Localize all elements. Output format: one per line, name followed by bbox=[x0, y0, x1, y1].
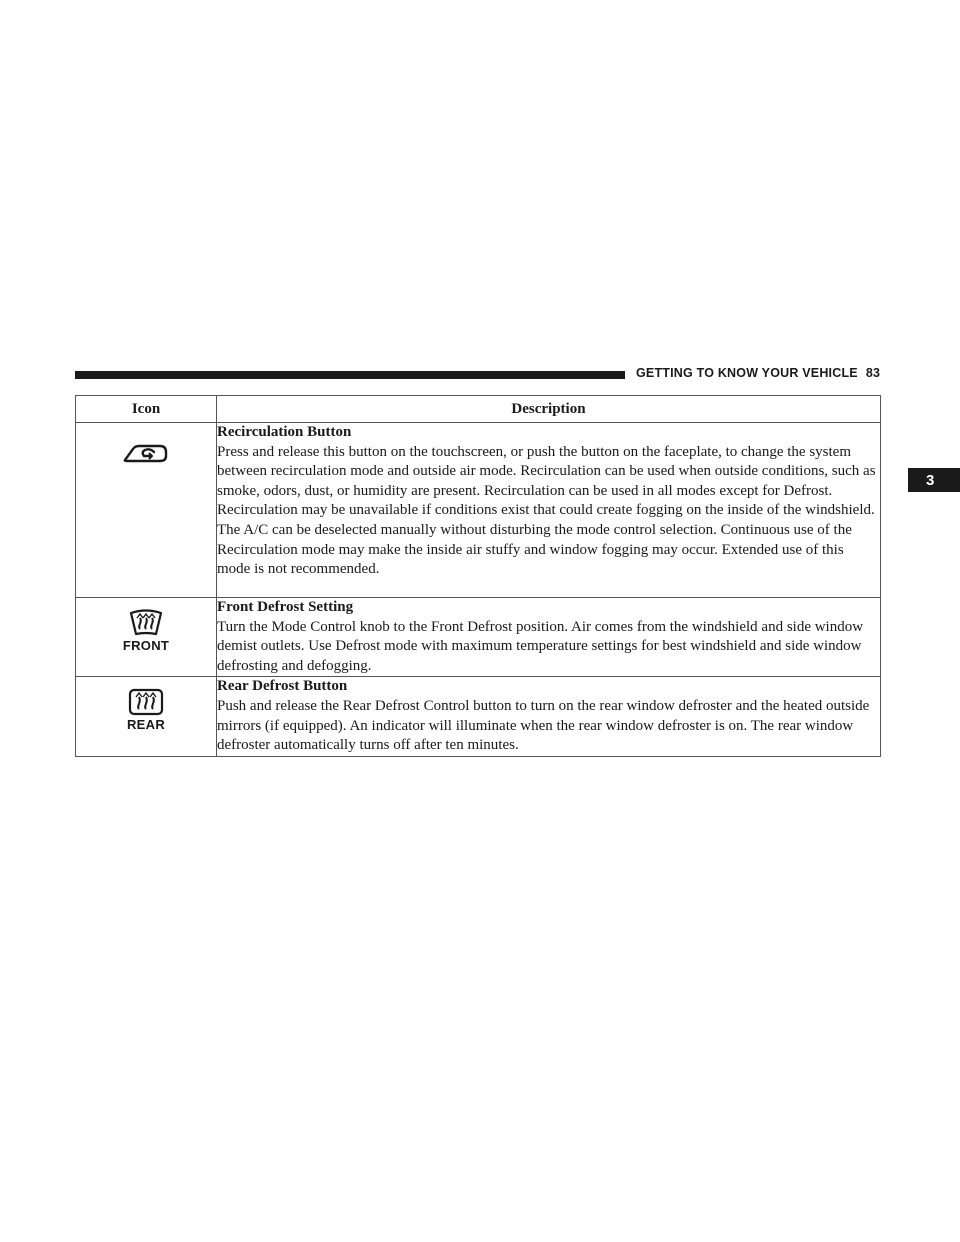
page-number: 83 bbox=[865, 366, 881, 380]
description-cell bbox=[217, 423, 881, 598]
front-defrost-icon bbox=[126, 608, 166, 638]
table-header-row bbox=[76, 396, 881, 423]
icon-cell bbox=[76, 423, 217, 598]
running-header bbox=[636, 366, 880, 380]
row-title: Recirculation Button bbox=[217, 424, 352, 440]
rear-defrost-icon bbox=[126, 687, 166, 717]
table-row bbox=[76, 598, 881, 677]
recirculation-icon bbox=[120, 441, 172, 467]
row-title: Rear Defrost Button bbox=[217, 678, 348, 695]
table-row bbox=[76, 677, 881, 756]
row-text: Push and release the Rear Defrost Control button to turn on the rear window defroster and the heated outside mirrors (if equipped). An indicator will illuminate when the rear window defroster is on. The rear window defroster automatically turns off after ten minutes. bbox=[217, 697, 870, 754]
column-header-icon: Icon bbox=[76, 396, 217, 423]
icon-caption: REAR bbox=[126, 717, 166, 733]
icon-cell bbox=[76, 598, 217, 677]
row-title: Front Defrost Setting bbox=[217, 599, 354, 615]
row-text: Turn the Mode Control knob to the Front Defrost position. Air comes from the windshield and side window demist outlets. Use Defrost mode with maximum temperature settings for best windshield and side window defrosting and defogging. bbox=[217, 618, 864, 674]
description-cell bbox=[217, 677, 881, 756]
chapter-tab: 3 bbox=[908, 468, 960, 492]
header-rule bbox=[75, 371, 625, 379]
row-text: Press and release this button on the touchscreen, or push the button on the faceplate, to change the system between recirculation mode and outside air mode. Recirculation can be used when outside conditions, such as smoke, odors, dust, or humidity are present. Recirculation can be used in all modes except for Defrost. Recirculation may be unavailable if conditions exist that could create fogging on the inside of the windshield. The A/C can be deselected manually without disturbing the mode control selection. Continuous use of the Recirculation mode may make the inside air stuffy and window fogging may occur. Extended use of this mode is not recommended. bbox=[217, 443, 876, 578]
icon-cell bbox=[76, 677, 217, 756]
section-title: GETTING TO KNOW YOUR VEHICLE bbox=[636, 366, 858, 380]
icon-description-table bbox=[75, 395, 881, 757]
icon-caption: FRONT bbox=[122, 638, 170, 653]
table-row bbox=[76, 423, 881, 598]
column-header-description: Description bbox=[217, 396, 881, 423]
description-cell bbox=[217, 598, 881, 677]
